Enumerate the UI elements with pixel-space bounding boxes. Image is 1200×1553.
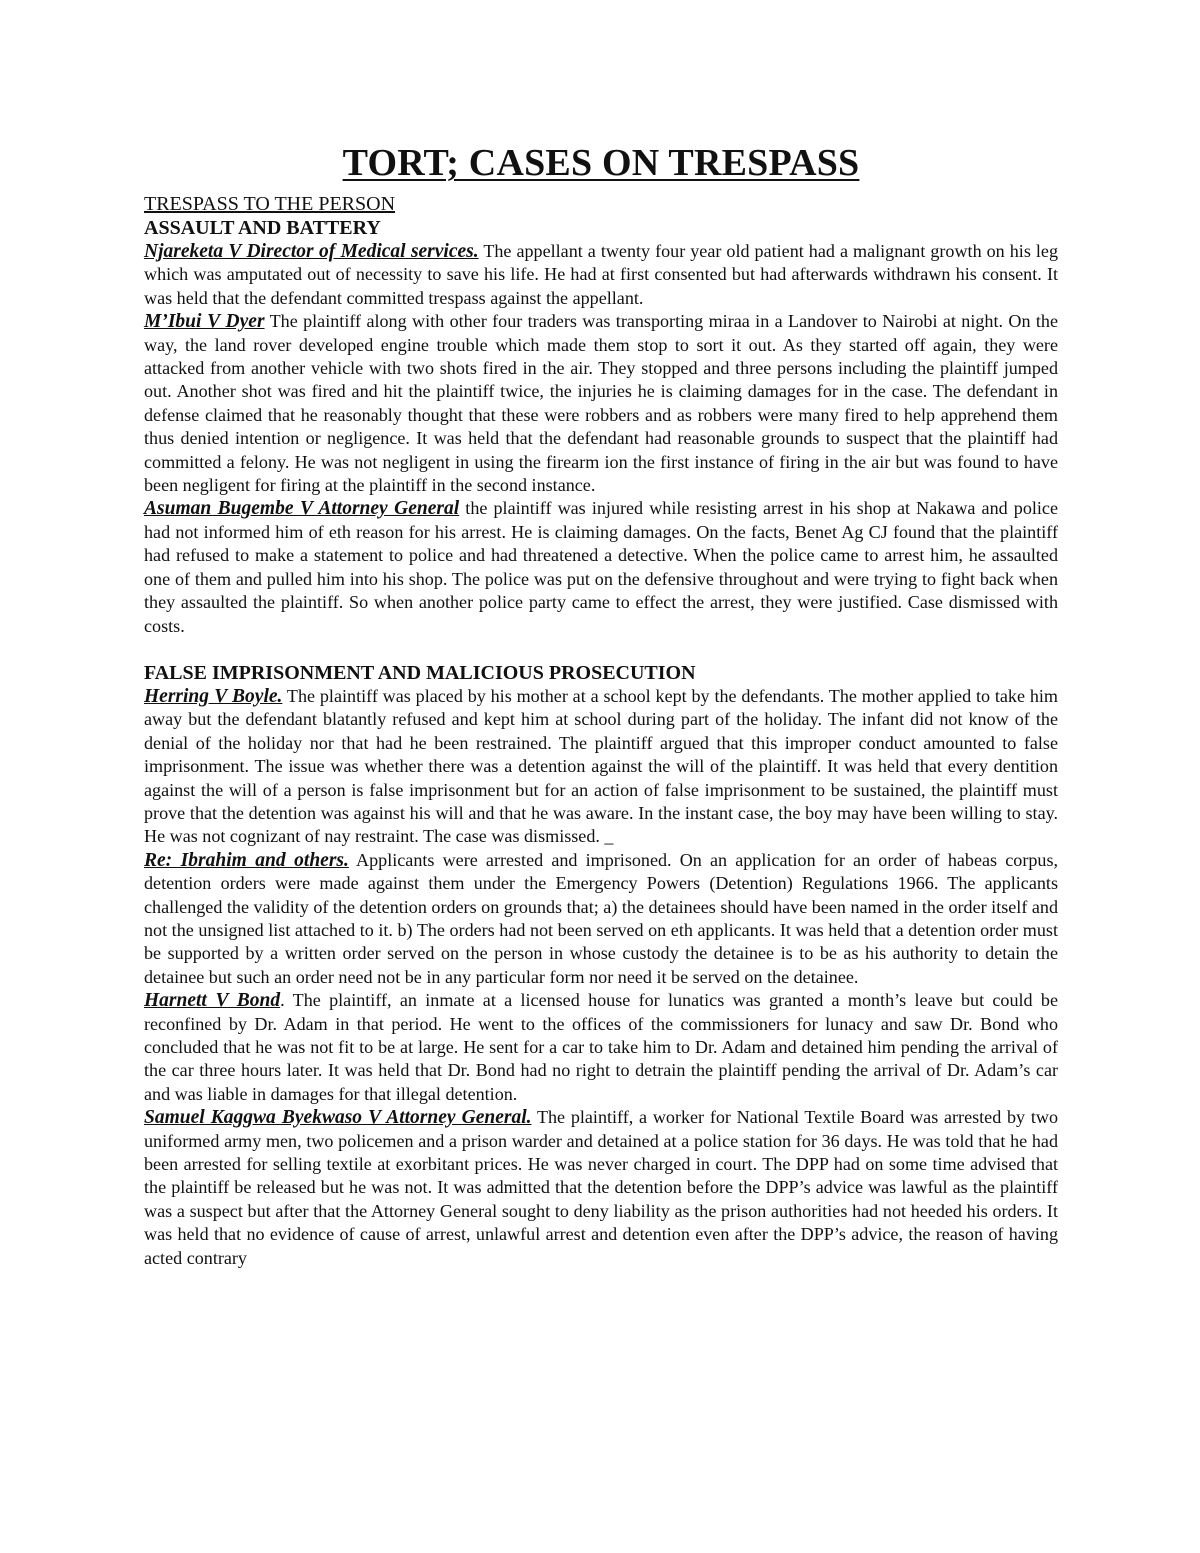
subheading-assault-battery: ASSAULT AND BATTERY	[144, 217, 381, 239]
case-name: Asuman Bugembe V Attorney General	[144, 498, 460, 520]
case-paragraph	[144, 989, 1058, 1106]
case-text: . The plaintiff, an inmate at a licensed house for lunatics was granted a month’s leave but could be reconfined by Dr. Adam in that period. He went to the offices of the commissioners for lunacy and saw Dr. Bond who concluded that he was not fit to be at large. He sent for a car to take him to Dr. Adam and detained him pending the arrival of the car three hours later. It was held that Dr. Bond had no right to detrain the plaintiff pending the arrival of Dr. Adam’s car and was liable in damages for that illegal detention.	[144, 990, 1058, 1104]
case-text: The appellant a twenty four year old patient had a malignant growth on his leg which was amputated out of necessity to save his life. He had at first consented but had afterwards withdrawn his consent. It was held that the defendant committed trespass against the appellant.	[144, 241, 1058, 308]
section-heading-trespass-to-person: TRESPASS TO THE PERSON	[144, 193, 396, 215]
case-name: M’Ibui V Dyer	[144, 311, 265, 333]
page-title: TORT; CASES ON TRESPASS	[342, 142, 860, 184]
section-heading-false-imprisonment: FALSE IMPRISONMENT AND MALICIOUS PROSECUTION	[144, 661, 696, 684]
case-paragraph	[144, 240, 1058, 310]
case-paragraph	[144, 497, 1058, 637]
case-paragraph	[144, 849, 1058, 989]
case-name: Harnett V Bond	[144, 990, 281, 1012]
case-text: The plaintiff, a worker for National Textile Board was arrested by two uniformed army men, two policemen and a prison warder and detained at a police station for 36 days. He was told that he had been arrested for selling textile at exorbitant prices. He was never charged in court. The DPP had on some time advised that the plaintiff be released but he was not. It was admitted that the detention before the DPP’s advice was lawful as the plaintiff was a suspect but after that the Attorney General sought to deny liability as the prison authorities had not heeded his orders. It was held that no evidence of cause of arrest, unlawful arrest and detention even after the DPP’s advice, the reason of having acted contrary	[144, 1107, 1058, 1268]
case-name: Re: Ibrahim and others.	[144, 849, 349, 871]
case-name: Njareketa V Director of Medical services.	[144, 241, 479, 262]
document-page	[144, 140, 1058, 1270]
case-text: The plaintiff along with other four traders was transporting miraa in a Landover to Nairobi at night. On the way, the land rover developed engine trouble which made them stop to sort it out. As they started off again, they were attacked from another vehicle with two shots fired in the air. They stopped and three persons including the plaintiff jumped out. Another shot was fired and hit the plaintiff twice, the injuries he is claiming damages for in the case. The defendant in defense claimed that he reasonably thought that these were robbers and as robbers were many fired to help apprehend them thus denied intention or negligence. It was held that the defendant had reasonable grounds to suspect that the plaintiff had committed a felony. He was not negligent in using the firearm ion the first instance of firing in the air but was found to have been negligent for firing at the plaintiff in the second instance.	[144, 311, 1058, 496]
case-text: the plaintiff was injured while resisting arrest in his shop at Nakawa and police had not informed him of eth reason for his arrest. He is claiming damages. On the facts, Benet Ag CJ found that the plaintiff had refused to make a statement to police and had threatened a detective. When the police came to arrest him, he assaulted one of them and pulled him into his shop. The police was put on the defensive throughout and were trying to fight back when they assaulted the plaintiff. So when another police party came to effect the arrest, they were justified. Case dismissed with costs.	[144, 498, 1058, 636]
case-name: Samuel Kaggwa Byekwaso V Attorney General.	[144, 1107, 532, 1129]
case-paragraph	[144, 1106, 1058, 1270]
case-name: Herring V Boyle.	[144, 685, 283, 707]
case-text: The plaintiff was placed by his mother at a school kept by the defendants. The mother applied to take him away but the defendant blatantly refused and kept him at school during part of the holiday. The infant did not know of the denial of the holiday nor that had he been restrained. The plaintiff argued that this improper conduct amounted to false imprisonment. The issue was whether there was a detention against the will of the plaintiff. It was held that every dentition against the will of a person is false imprisonment but for an action of false imprisonment to be sustained, the plaintiff must prove that the detention was against his will and that he was aware. In the instant case, the boy may have been willing to stay. He was not cognizant of nay restraint. The case was dismissed. _	[144, 685, 1058, 847]
section-spacer	[144, 638, 1058, 661]
case-paragraph	[144, 685, 1058, 849]
case-text: Applicants were arrested and imprisoned. On an application for an order of habeas corpus, detention orders were made against them under the Emergency Powers (Detention) Regulations 1966. The applicants challenged the validity of the detention orders on grounds that; a) the detainees should have been named in the order itself and not the unsigned list attached to it. b) The orders had not been served on eth applicants. It was held that a detention order must be supported by a written order served on the person in whose custody the detainee is to be as his authority to detain the detainee but such an order need not be in any particular form nor need it be served on the detainee.	[144, 849, 1059, 987]
case-paragraph	[144, 310, 1058, 497]
